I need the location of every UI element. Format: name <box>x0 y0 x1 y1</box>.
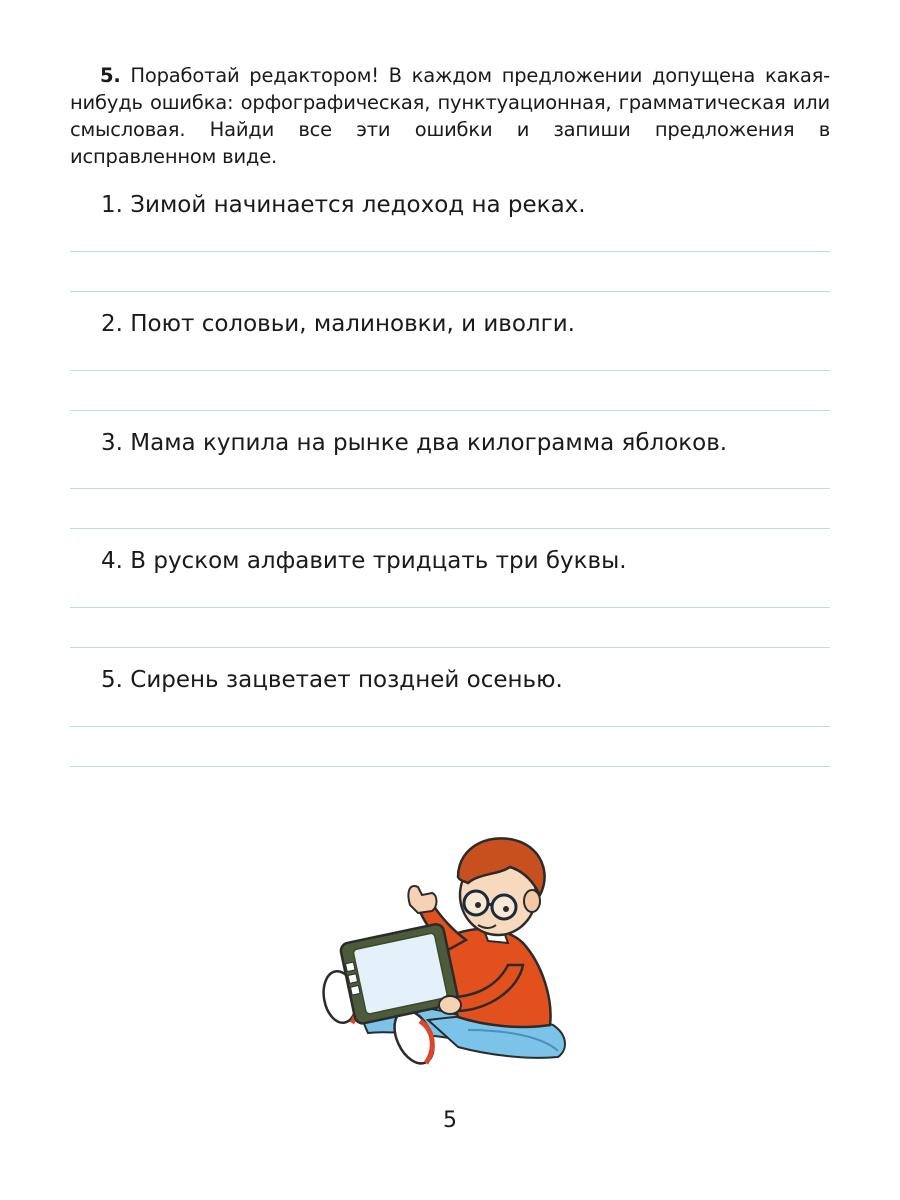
answer-line[interactable] <box>70 370 830 371</box>
answer-line[interactable] <box>70 766 830 767</box>
answer-line[interactable] <box>70 251 830 252</box>
answer-line[interactable] <box>70 647 830 648</box>
answer-line[interactable] <box>70 291 830 292</box>
sentence-4: 4. В руском алфавите тридцать три буквы. <box>101 548 627 574</box>
task-text: Поработай редактором! В каждом предложении допущена какая-нибудь ошибка: орфографическая, пунктуационная, грамматическая или смысловая. Найди все эти ошибки и запиши предложения в исправленном виде. <box>70 64 831 168</box>
task-instructions <box>70 62 830 170</box>
boy-with-tablet-illustration <box>318 825 588 1080</box>
answer-line[interactable] <box>70 528 830 529</box>
sentence-5: 5. Сирень зацветает поздней осенью. <box>101 667 563 693</box>
answer-line[interactable] <box>70 410 830 411</box>
task-number: 5. <box>100 64 121 87</box>
answer-line[interactable] <box>70 726 830 727</box>
answer-line[interactable] <box>70 607 830 608</box>
page-number: 5 <box>443 1108 457 1133</box>
sentence-3: 3. Мама купила на рынке два килограмма яблоков. <box>101 430 728 456</box>
sentence-1: 1. Зимой начинается ледоход на реках. <box>101 192 586 218</box>
answer-line[interactable] <box>70 488 830 489</box>
sentence-2: 2. Поют соловьи, малиновки, и иволги. <box>101 311 575 337</box>
